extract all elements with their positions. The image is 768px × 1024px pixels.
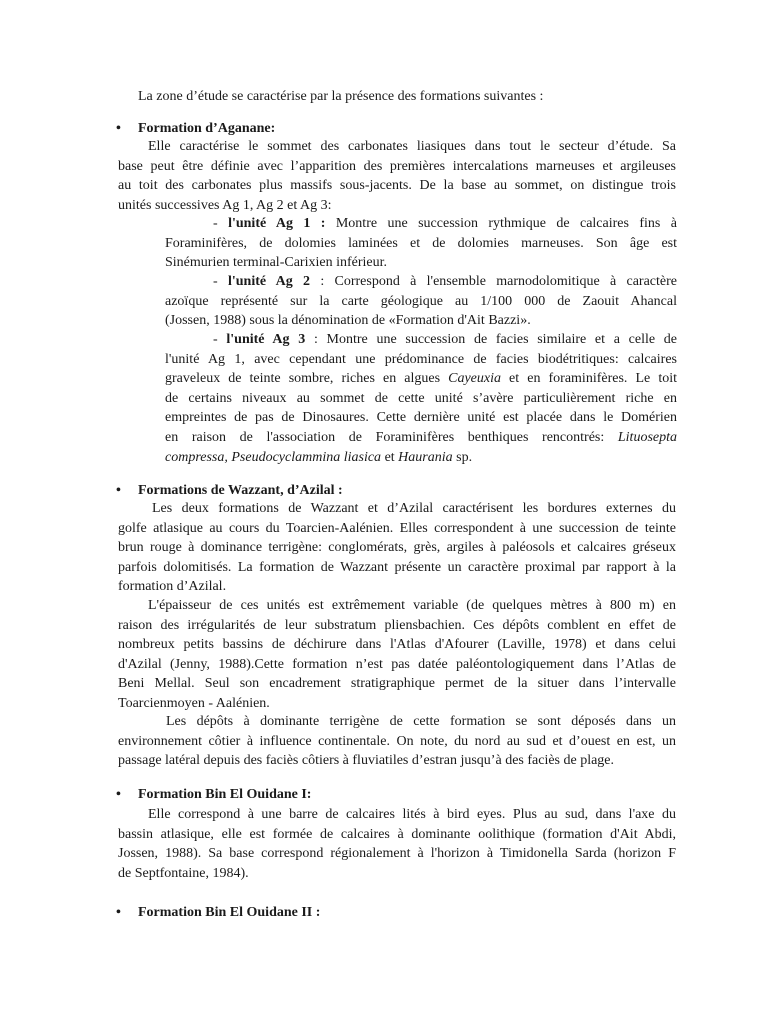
unit-label: l'unité Ag 1 : — [228, 216, 326, 231]
unit-label: l'unité Ag 3 — [226, 332, 306, 347]
text-line: parfois dolomitisés. La formation de Wazzant présente un caractère proximal par rapport à la — [118, 559, 676, 575]
text-line: empreintes de pas de Dinosaures. Cette dernière unité est placée dans le Domérien — [165, 410, 677, 426]
text-line: compressa, Pseudocyclammina liasica et Haurania sp. — [165, 449, 473, 465]
text-line: - l'unité Ag 1 : Montre une succession rythmique de calcaires fins à — [213, 216, 677, 231]
text-line: nombreux petits bassins de déchirure dans l'Atlas d'Afourer (Laville, 1978) et dans celui — [118, 637, 676, 653]
unit-label: l'unité Ag 2 — [227, 274, 311, 289]
section-heading-aganane: • Formation d’Aganane: — [116, 121, 276, 136]
text-line: azoïque représenté sur la carte géologique au 1/100 000 de Zaouit Ahancal — [165, 293, 677, 309]
section-heading-bin-el-ouidane-2: • Formation Bin El Ouidane II : — [116, 905, 321, 920]
text-line: L'épaisseur de ces unités est extrêmement variable (de quelques mètres à 800 m) en — [148, 598, 676, 613]
text-line: environnement côtier à influence continentale. On note, du nord au sud et d’ouest en est, un — [118, 733, 676, 749]
text-line: au toit des carbonates plus massifs sous-jacents. De la base au sommet, on distingue trois — [118, 178, 676, 194]
bullet-icon: • — [116, 905, 121, 920]
intro-line: La zone d’étude se caractérise par la présence des formations suivantes : — [138, 89, 544, 104]
text-line: Toarcienmoyen - Aalénien. — [118, 695, 270, 711]
text-line: passage latéral depuis des faciès côtiers à fluviatiles d’estran jusqu’à des faciès de plage. — [118, 753, 615, 769]
text-line: Les dépôts à dominante terrigène de cette formation se sont déposés dans un — [166, 714, 676, 729]
wazzant-paragraph-2 — [118, 596, 676, 714]
taxon-name: Cayeuxia — [448, 371, 501, 387]
bin-el-ouidane-1-paragraph — [118, 805, 676, 883]
text-line: Elle caractérise le sommet des carbonates liasiques dans tout le secteur d’étude. Sa — [148, 139, 676, 154]
section-heading-bin-el-ouidane-1: • Formation Bin El Ouidane I: — [116, 787, 312, 802]
text-line: d'Azilal (Jenny, 1988).Cette formation n’est pas datée paléontologiquement dans l’Atlas de — [118, 656, 676, 672]
wazzant-paragraph-3 — [118, 712, 676, 771]
text-line: de Septfontaine, 1984). — [118, 865, 249, 881]
text-line: Foraminifères, de dolomies laminées et de dolomies marneuses. Son âge est — [165, 235, 677, 251]
text-line: graveleux de teinte sombre, riches en algues Cayeuxia et en foraminifères. Le toit — [165, 371, 677, 387]
text-line: de certains niveaux au sommet de cette unité s’avère particulièrement riche en — [165, 390, 677, 406]
text-line: bassin atlasique, elle est formée de calcaires à dominante oolithique (formation d'Ait Abdi, — [118, 826, 676, 842]
taxon-name: compressa, Pseudocyclammina liasica — [165, 449, 382, 465]
text-line: Sinémurien terminal-Carixien inférieur. — [165, 255, 387, 271]
text-line: - l'unité Ag 2 : Correspond à l'ensemble marnodolomitique à caractère — [213, 274, 677, 289]
unit-ag2 — [165, 272, 677, 331]
text-line: Jossen, 1988). Sa base correspond régionalement à l'horizon à Timidonella Sarda (horizon F — [118, 846, 676, 862]
section-heading-wazzant: • Formations de Wazzant, d’Azilal : — [116, 483, 343, 498]
text-line: brun rouge à dominance terrigène: conglomérats, grès, argiles à paléosols et calcaires gréseux — [118, 540, 676, 556]
text-line: en raison de l'association de Foraminifères benthiques rencontrés: Lituosepta — [165, 429, 677, 445]
aganane-paragraph — [118, 137, 676, 215]
text-line: base peut être définie avec l’apparition des premières intercalations marneuses et argileuses — [118, 158, 676, 174]
text-line: Elle correspond à une barre de calcaires lités à bird eyes. Plus au sud, dans l'axe du — [148, 807, 676, 822]
unit-ag1 — [165, 214, 677, 273]
taxon-name: Lituosepta — [617, 429, 677, 445]
text-line: unités successives Ag 1, Ag 2 et Ag 3: — [118, 197, 332, 213]
unit-ag3 — [165, 330, 677, 467]
text-line: Les deux formations de Wazzant et d’Azilal caractérisent les bordures externes du — [152, 501, 676, 516]
text-line: (Jossen, 1988) sous la dénomination de «Formation d'Ait Bazzi». — [165, 313, 531, 329]
bullet-icon: • — [116, 121, 121, 136]
taxon-name: Haurania — [398, 449, 453, 465]
text-line: Beni Mellal. Seul son encadrement stratigraphique permet de la situer dans l’intervalle — [118, 676, 676, 692]
text-line: golfe atlasique au cours du Toarcien-Aalénien. Elles correspondent à une succession de teinte — [118, 520, 676, 536]
bullet-icon: • — [116, 787, 121, 802]
wazzant-paragraph-1 — [118, 499, 676, 597]
text-line: raison des irrégularités de leur substratum pliensbachien. Ces dépôts comblent en effet de — [118, 617, 676, 633]
bullet-icon: • — [116, 483, 121, 498]
text-line: formation d’Azilal. — [118, 579, 227, 595]
text-line: - l'unité Ag 3 : Montre une succession de facies similaire et a celle de — [213, 332, 677, 347]
text-line: l'unité Ag 1, avec cependant une prédominance de facies biodétritiques: calcaires — [165, 351, 677, 367]
